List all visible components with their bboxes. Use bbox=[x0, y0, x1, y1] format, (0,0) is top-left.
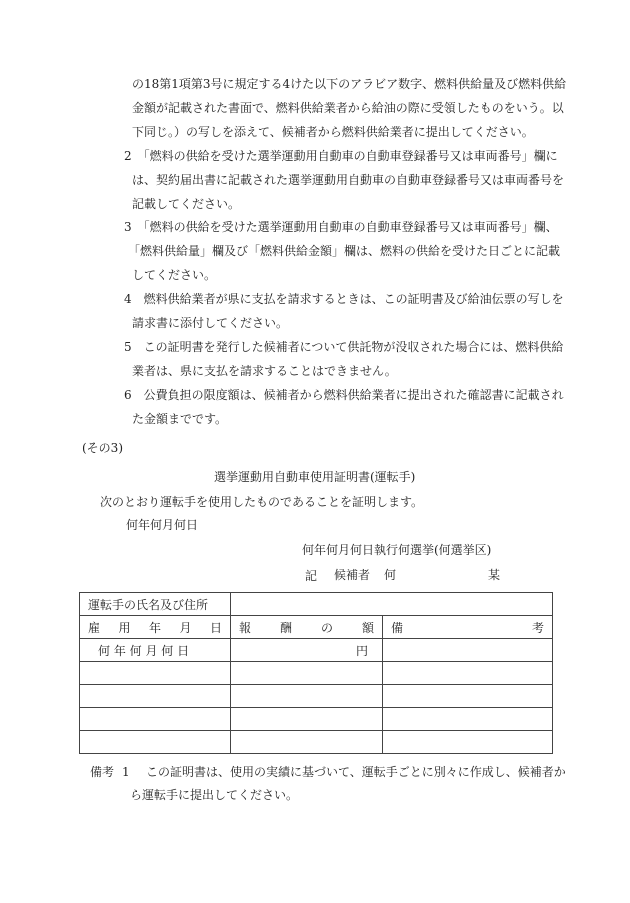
row-remarks-cell[interactable] bbox=[383, 685, 553, 708]
issue-date: 何年何月何日 bbox=[126, 518, 199, 532]
row-date-cell[interactable] bbox=[80, 662, 231, 685]
row-pay-cell[interactable] bbox=[231, 662, 383, 685]
paragraph-2-line-1: 2 「燃料の供給を受けた選挙運動用自動車の自動車登録番号又は車両番号」欄に bbox=[124, 149, 558, 163]
row-pay-cell[interactable] bbox=[231, 731, 383, 754]
row-remarks-cell[interactable] bbox=[383, 639, 553, 662]
row-remarks-cell[interactable] bbox=[383, 708, 553, 731]
table-header-row bbox=[80, 616, 553, 639]
table-row bbox=[80, 593, 553, 616]
paragraph-6-line-1: 6 公費負担の限度額は、候補者から燃料供給業者に提出された確認書に記載され bbox=[124, 388, 564, 402]
paragraph-3-line-1: 3 「燃料の供給を受けた選挙運動用自動車の自動車登録番号又は車両番号」欄、 bbox=[124, 220, 558, 234]
row-remarks-cell[interactable] bbox=[383, 662, 553, 685]
row-pay-cell[interactable] bbox=[231, 685, 383, 708]
remarks-label: 備考 bbox=[90, 765, 115, 779]
row-pay-cell[interactable] bbox=[231, 708, 383, 731]
paragraph-6-line-2: た金額までです。 bbox=[132, 412, 228, 426]
paragraph-3-line-2: 「燃料供給量」欄及び「燃料供給金額」欄は、燃料の供給を受けた日ごとに記載 bbox=[128, 244, 561, 258]
table-row bbox=[80, 731, 553, 754]
paragraph-5-line-1: 5 この証明書を発行した候補者について供託物が没収された場合には、燃料供給 bbox=[124, 340, 564, 354]
candidate-given-name: 某 bbox=[488, 568, 501, 582]
paragraph-4-line-1: 4 燃料供給業者が県に支払を請求するときは、この証明書及び給油伝票の写しを bbox=[124, 292, 564, 306]
paragraph-2-line-2: は、契約届出書に記載された選挙運動用自動車の自動車登録番号又は車両番号を bbox=[132, 173, 565, 187]
paragraph-1-line-3: 下同じ。）の写しを添えて、候補者から燃料供給業者に提出してください。 bbox=[132, 125, 534, 139]
candidate-label: 候補者 bbox=[334, 568, 371, 582]
paragraph-2-line-3: 記載してください。 bbox=[132, 197, 241, 211]
col-header-remarks: 備 考 bbox=[383, 616, 553, 639]
ki-label: 記 bbox=[305, 569, 318, 583]
table-row bbox=[80, 662, 553, 685]
row-date-cell[interactable] bbox=[80, 731, 231, 754]
paragraph-3-line-3: してください。 bbox=[132, 268, 217, 282]
col-header-pay-amount: 報 酬 の 額 bbox=[231, 616, 383, 639]
row-date-cell[interactable] bbox=[80, 685, 231, 708]
table-row bbox=[80, 708, 553, 731]
remarks-line-1: この証明書は、使用の実績に基づいて、運転手ごとに別々に作成し、候補者か bbox=[146, 765, 566, 779]
row-date-cell[interactable]: 何 年 何 月 何 日 bbox=[80, 639, 231, 662]
remarks-line-2: ら運転手に提出してください。 bbox=[130, 788, 299, 802]
paragraph-1-line-1: の18第1項第3号に規定する4けた以下のアラビア数字、燃料供給量及び燃料供給 bbox=[132, 77, 567, 91]
document-title: 選挙運動用自動車使用証明書(運転手) bbox=[214, 470, 416, 484]
name-address-value[interactable] bbox=[231, 593, 553, 616]
candidate-surname: 何 bbox=[384, 568, 397, 582]
row-pay-cell[interactable]: 円 bbox=[231, 639, 383, 662]
col-header-employment-date: 雇 用 年 月 日 bbox=[80, 616, 231, 639]
certification-statement: 次のとおり運転手を使用したものであることを証明します。 bbox=[100, 495, 424, 509]
table-row bbox=[80, 639, 553, 662]
election-name: 何年何月何日執行何選挙(何選挙区) bbox=[302, 543, 492, 557]
driver-usage-table bbox=[79, 592, 553, 754]
row-date-cell[interactable] bbox=[80, 708, 231, 731]
paragraph-5-line-2: 業者は、県に支払を請求することはできません。 bbox=[132, 364, 397, 378]
paragraph-1-line-2: 金額が記載された書面で、燃料供給業者から給油の際に受領したものをいう。以 bbox=[132, 101, 564, 115]
row-remarks-cell[interactable] bbox=[383, 731, 553, 754]
name-address-header: 運転手の氏名及び住所 bbox=[80, 593, 231, 616]
remarks-number: 1 bbox=[122, 765, 130, 779]
section-label: (その3) bbox=[82, 441, 123, 455]
table-row bbox=[80, 685, 553, 708]
paragraph-4-line-2: 請求書に添付してください。 bbox=[132, 316, 289, 330]
